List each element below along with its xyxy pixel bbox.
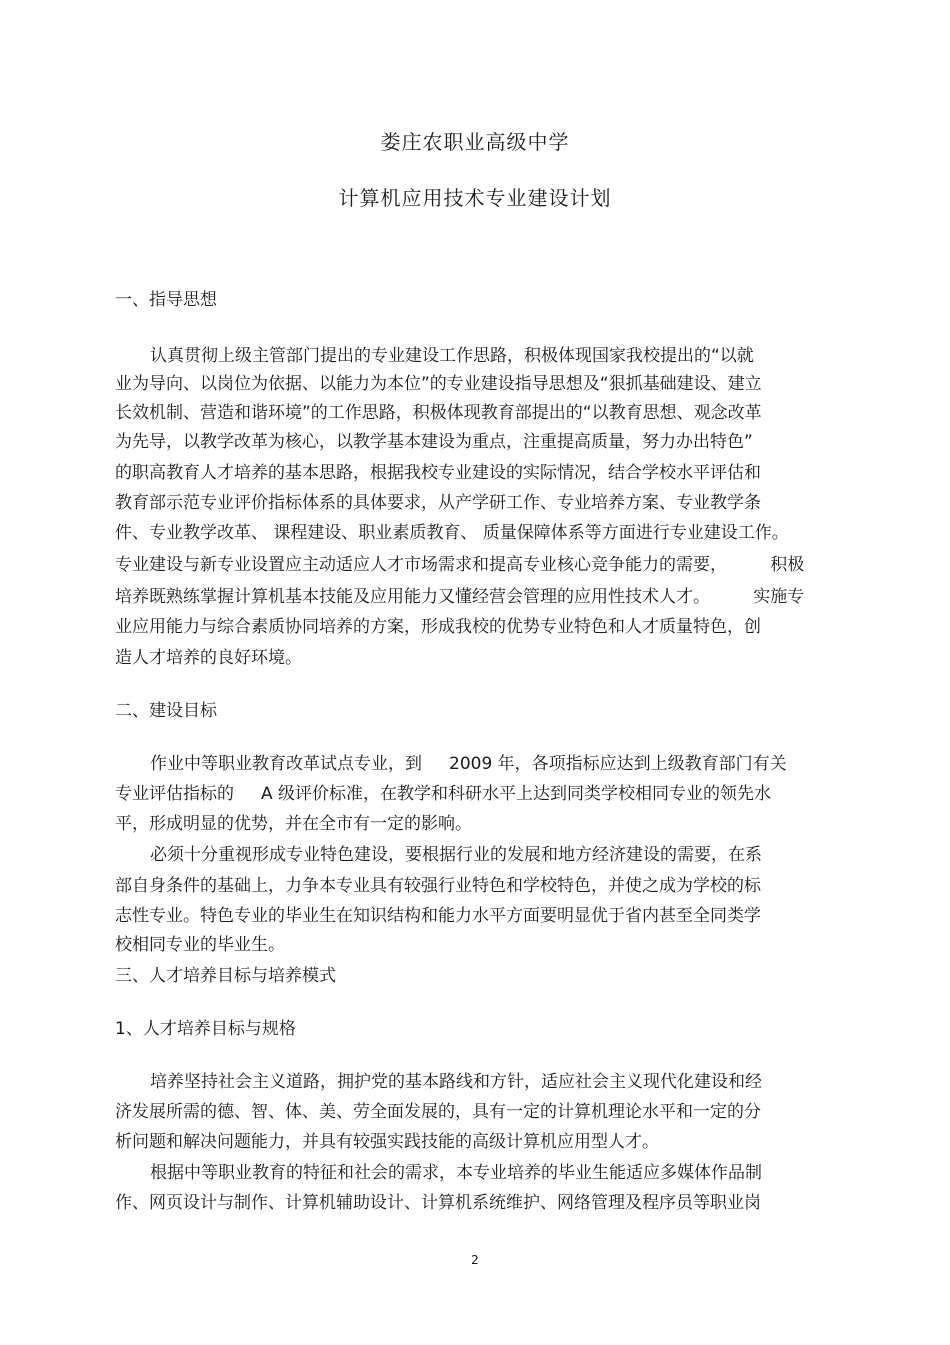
- paragraph-line: 业为导向、以岗位为依据、以能力为本位”的专业建设指导思想及“狠抓基础建设、建立: [115, 374, 762, 394]
- paragraph-line: 部自身条件的基础上，力争本专业具有较强行业特色和学校特色，并使之成为学校的标: [115, 876, 761, 896]
- page-number: 2: [471, 1253, 479, 1267]
- paragraph-line: 教育部示范专业评价指标体系的具体要求，从产学研工作、专业培养方案、专业教学条: [115, 493, 761, 513]
- paragraph-line: 为先导，以教学改革为核心，以教学基本建设为重点，注重提高质量，努力办出特色”: [115, 432, 753, 452]
- paragraph-line: 培养坚持社会主义道路，拥护党的基本路线和方针，适应社会主义现代化建设和经: [150, 1072, 762, 1092]
- sub-heading-training-goals-specs: 1、人才培养目标与规格: [115, 1019, 296, 1039]
- paragraph-line: 析问题和解决问题能力，并具有较强实践技能的高级计算机应用型人才。: [115, 1132, 659, 1152]
- paragraph-line: 认真贯彻上级主管部门提出的专业建设工作思路，积极体现国家我校提出的“以就: [150, 346, 754, 366]
- paragraph-line: 作业中等职业教育改革试点专业，到 2009 年，各项指标应达到上级教育部门有关: [150, 754, 787, 774]
- paragraph-line: 长效机制、营造和谐环境”的工作思路，积极体现教育部提出的“以教育思想、观念改革: [115, 403, 762, 423]
- paragraph-line: 专业建设与新专业设置应主动适应人才市场需求和提高专业核心竞争能力的需要， 积极: [115, 555, 805, 575]
- paragraph-line: 培养既熟练掌握计算机基本技能及应用能力又懂经营会管理的应用性技术人才。 实施专: [115, 587, 805, 607]
- document-title: 计算机应用技术专业建设计划: [338, 186, 612, 210]
- paragraph-line: 件、专业教学改革、 课程建设、职业素质教育、 质量保障体系等方面进行专业建设工作。: [115, 523, 789, 543]
- section-heading-construction-goals: 二、建设目标: [115, 701, 217, 721]
- paragraph-line: 的职高教育人才培养的基本思路，根据我校专业建设的实际情况，结合学校水平评估和: [115, 463, 761, 483]
- paragraph-line: 根据中等职业教育的特征和社会的需求，本专业培养的毕业生能适应多媒体作品制: [150, 1163, 762, 1183]
- paragraph-line: 业应用能力与综合素质协同培养的方案，形成我校的优势专业特色和人才质量特色，创: [115, 617, 761, 637]
- section-heading-training-goals: 三、人才培养目标与培养模式: [115, 966, 336, 986]
- paragraph-line: 专业评估指标的 A 级评价标准，在教学和科研水平上达到同类学校相同专业的领先水: [115, 784, 772, 804]
- paragraph-line: 志性专业。特色专业的毕业生在知识结构和能力水平方面要明显优于省内甚至全同类学: [115, 906, 761, 926]
- paragraph-line: 平，形成明显的优势，并在全市有一定的影响。: [115, 814, 472, 834]
- paragraph-line: 校相同专业的毕业生。: [115, 935, 285, 955]
- school-title: 娄庄农职业高级中学: [380, 130, 570, 154]
- paragraph-line: 造人才培养的良好环境。: [115, 648, 302, 668]
- paragraph-line: 作、网页设计与制作、计算机辅助设计、计算机系统维护、网络管理及程序员等职业岗: [115, 1193, 761, 1213]
- paragraph-line: 济发展所需的德、智、体、美、劳全面发展的，具有一定的计算机理论水平和一定的分: [115, 1102, 761, 1122]
- section-heading-guiding-ideology: 一、指导思想: [115, 290, 217, 310]
- paragraph-line: 必须十分重视形成专业特色建设，要根据行业的发展和地方经济建设的需要，在系: [150, 845, 762, 865]
